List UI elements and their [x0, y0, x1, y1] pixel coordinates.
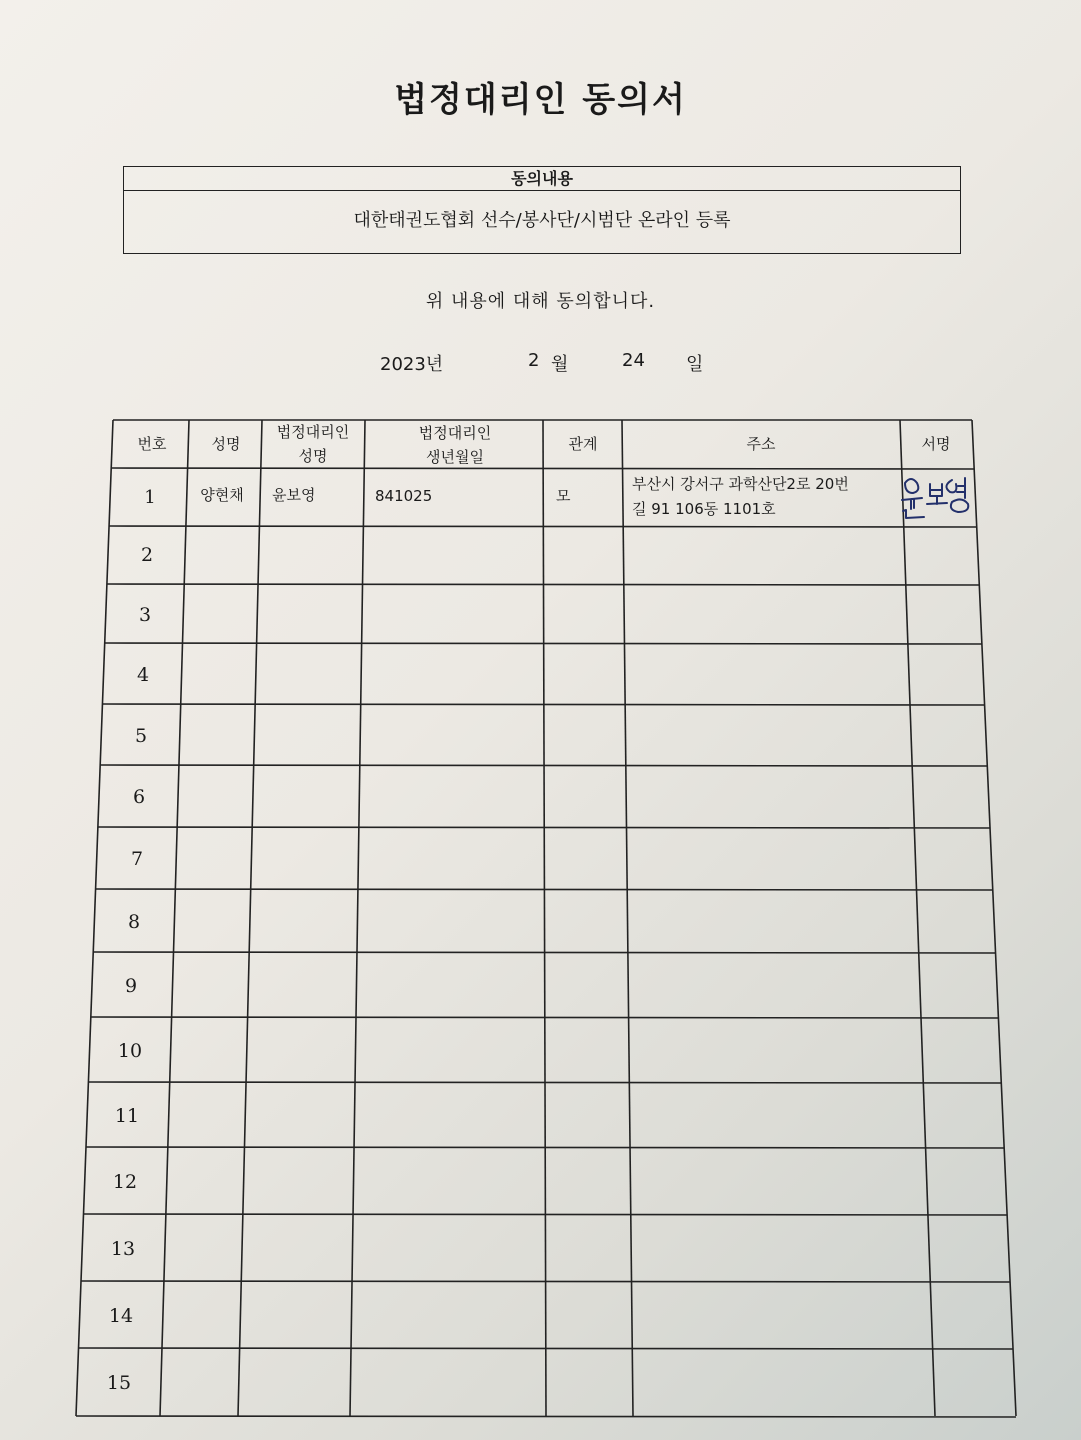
date-day-unit: 일 [686, 354, 704, 375]
date-month-unit: 월 [551, 354, 569, 375]
table-column-divider [350, 420, 365, 1416]
agree-statement: 위 내용에 대해 동의합니다. [425, 291, 656, 312]
table-row-divider [76, 1416, 1016, 1417]
row-numbers [107, 544, 153, 1394]
header-guardian-birth-line1: 법정대리인 [418, 424, 492, 442]
consent-body: 대한태권도협회 선수/봉사단/시범단 온라인 등록 [353, 210, 731, 231]
row-number: 8 [127, 911, 141, 933]
address-line2: 길 91 106동 1101호 [632, 500, 776, 518]
row-number: 6 [132, 786, 146, 808]
row-number: 7 [130, 848, 144, 870]
row-number: 11 [114, 1105, 140, 1127]
row-number: 15 [106, 1372, 132, 1394]
table-grid [76, 420, 1016, 1417]
address-line1: 부산시 강서구 과학산단2로 20번 [632, 475, 849, 493]
date-day-value: 24 [622, 350, 645, 371]
header-name: 성명 [211, 435, 241, 453]
row-number: 1 [144, 487, 156, 508]
row-number: 2 [140, 544, 154, 566]
header-no: 번호 [137, 435, 167, 453]
consent-header: 동의내용 [124, 167, 960, 191]
table-column-divider [543, 420, 546, 1416]
handwritten-signature [902, 478, 968, 518]
document-title: 법정대리인 동의서 [394, 80, 687, 120]
row-number: 14 [108, 1305, 134, 1327]
table-header-row [138, 423, 951, 466]
guardian-birth: 841025 [375, 487, 433, 505]
table-column-divider [160, 420, 189, 1416]
table-column-divider [622, 420, 633, 1416]
table-column-divider [76, 420, 113, 1416]
row-number: 13 [110, 1238, 136, 1260]
row-number: 12 [112, 1171, 138, 1193]
header-address: 주소 [746, 435, 776, 453]
row-number: 9 [124, 975, 138, 997]
table-column-divider [238, 420, 262, 1416]
row-number: 5 [134, 725, 148, 747]
date-month-value: 2 [528, 350, 540, 371]
row-number: 10 [117, 1040, 143, 1062]
header-guardian-name-line2: 성명 [298, 447, 328, 465]
table-column-divider [972, 420, 1016, 1416]
student-name: 양현채 [200, 486, 244, 504]
date-year: 2023년 [380, 354, 444, 375]
header-guardian-name-line1: 법정대리인 [276, 423, 350, 441]
row-number: 3 [138, 604, 152, 626]
relation-value: 모 [556, 487, 571, 505]
header-guardian-birth-line2: 생년월일 [426, 448, 484, 466]
row-number: 4 [136, 664, 150, 686]
header-relation: 관계 [568, 435, 598, 453]
header-signature: 서명 [921, 435, 951, 453]
guardian-name: 윤보영 [272, 486, 316, 504]
table-column-divider [900, 420, 935, 1416]
table-row [144, 475, 968, 518]
